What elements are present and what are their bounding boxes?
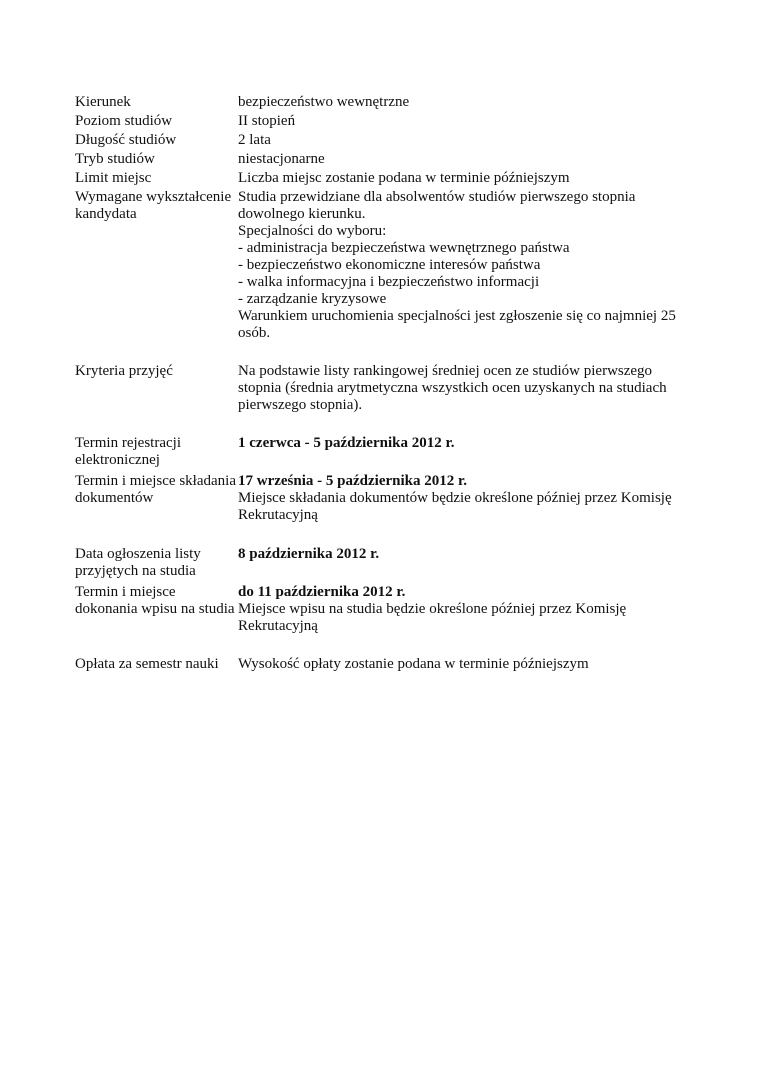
wyksztalcenie-intro: Studia przewidziane dla absolwentów studiów pierwszego stopnia dowolnego kierunku. <box>238 189 636 222</box>
row-wyksztalcenie <box>75 187 695 342</box>
label-dlugosc: Długość studiów <box>75 132 177 148</box>
label-ogloszenie: Data ogłoszenia listy przyjętych na studia <box>75 546 201 579</box>
dokumenty-place: Miejsce składania dokumentów będzie określone później przez Komisję Rekrutacyjną <box>238 490 672 523</box>
row-ogloszenie <box>75 544 695 580</box>
row-wpis <box>75 582 695 635</box>
specialization-item: - administracja bezpieczeństwa wewnętrznego państwa <box>238 240 570 256</box>
label-kryteria: Kryteria przyjęć <box>75 363 173 379</box>
label-wpis: Termin i miejsce dokonania wpisu na studia <box>75 584 235 617</box>
label-rejestracja: Termin rejestracji elektronicznej <box>75 435 181 468</box>
value-ogloszenie: 8 października 2012 r. <box>238 546 380 562</box>
label-wyksztalcenie: Wymagane wykształcenie kandydata <box>75 189 232 222</box>
value-dlugosc: 2 lata <box>238 132 271 148</box>
row-dlugosc <box>75 130 695 149</box>
specializations-heading: Specjalności do wyboru: <box>238 223 387 239</box>
label-tryb: Tryb studiów <box>75 151 155 167</box>
label-kierunek: Kierunek <box>75 94 131 110</box>
specialization-condition: Warunkiem uruchomienia specjalności jest zgłoszenie się co najmniej 25 osób. <box>238 308 676 341</box>
dokumenty-date: 17 września - 5 października 2012 r. <box>238 473 468 489</box>
value-dokumenty <box>238 471 695 524</box>
label-limit: Limit miejsc <box>75 170 152 186</box>
row-kryteria <box>75 361 695 414</box>
value-tryb: niestacjonarne <box>238 151 325 167</box>
label-oplata: Opłata za semestr nauki <box>75 656 219 672</box>
label-dokumenty: Termin i miejsce składania dokumentów <box>75 473 236 506</box>
row-poziom <box>75 111 695 130</box>
specialization-item: - bezpieczeństwo ekonomiczne interesów państwa <box>238 257 541 273</box>
row-oplata <box>75 654 695 673</box>
specialization-item: - walka informacyjna i bezpieczeństwo informacji <box>238 274 540 290</box>
label-poziom: Poziom studiów <box>75 113 173 129</box>
wpis-place: Miejsce wpisu na studia będzie określone później przez Komisję Rekrutacyjną <box>238 601 627 634</box>
value-wyksztalcenie <box>238 187 695 342</box>
value-kryteria: Na podstawie listy rankingowej średniej ocen ze studiów pierwszego stopnia (średnia arytmetyczna wszystkich ocen uzyskanych na studiach pierwszego stopnia). <box>238 363 667 413</box>
specialization-item: - zarządzanie kryzysowe <box>238 291 387 307</box>
value-kierunek: bezpieczeństwo wewnętrzne <box>238 94 410 110</box>
value-oplata: Wysokość opłaty zostanie podana w terminie późniejszym <box>238 656 589 672</box>
value-rejestracja: 1 czerwca - 5 października 2012 r. <box>238 435 455 451</box>
value-wpis <box>238 582 695 635</box>
row-tryb <box>75 149 695 168</box>
row-limit <box>75 168 695 187</box>
value-limit: Liczba miejsc zostanie podana w terminie późniejszym <box>238 170 570 186</box>
row-kierunek <box>75 92 695 111</box>
row-dokumenty <box>75 471 695 524</box>
row-rejestracja <box>75 433 695 469</box>
value-poziom: II stopień <box>238 113 296 129</box>
admission-info-table <box>75 92 695 673</box>
wpis-date: do 11 października 2012 r. <box>238 584 406 600</box>
